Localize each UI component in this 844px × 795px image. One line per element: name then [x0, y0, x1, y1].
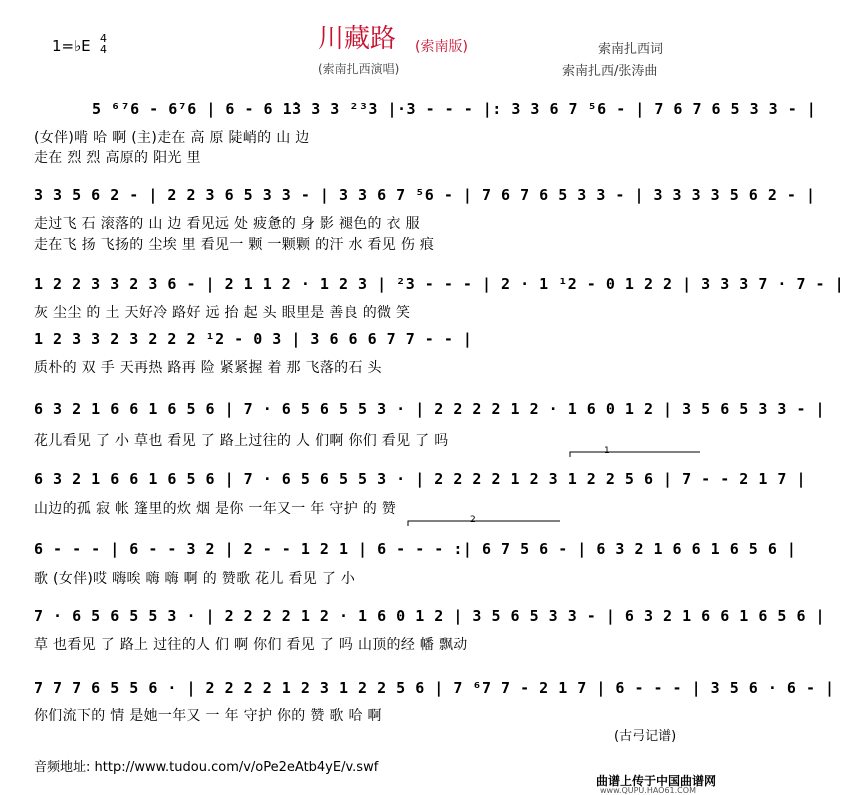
score-row-5-notes: 6 3 2 1 6 6 1 6 5 6 | 7 · 6 5 6 5 5 3 · | 2 2 2 2 1 2 · 1 6 0 1 2 | 3 5 6 5 3 3 - | — [34, 400, 826, 418]
score-row-2-notes: 3 3 5 6 2 - | 2 2 3 6 5 3 3 - | 3 3 6 7 ⁵6 - | 7 6 7 6 5 3 3 - | 3 3 3 3 5 6 2 - | — [34, 186, 816, 204]
site-url-watermark: www.QUPU.HAO61.COM — [600, 786, 696, 795]
score-row-6-lyric: 山边的孤 寂 帐 篷里的炊 烟 是你 一年又一 年 守护 的 赞 — [34, 501, 397, 517]
song-subtitle: (索南版) — [415, 39, 468, 55]
key-signature: 1=♭E — [52, 37, 91, 55]
volta-first-label: 1 — [604, 446, 610, 456]
transcriber-credit: (古弓记谱) — [614, 729, 677, 744]
score-row-7-lyric: 歌 (女伴)哎 嗨唉 嗨 嗨 啊 的 赞歌 花儿 看见 了 小 — [34, 571, 356, 587]
score-row-4-lyric: 质朴的 双 手 天再热 路再 险 紧紧握 着 那 飞落的石 头 — [34, 360, 382, 376]
time-numerator: 4 — [100, 32, 107, 45]
score-row-2-lyric-2: 走在飞 扬 飞扬的 尘埃 里 看见一 颗 一颗颗 的汗 水 看见 伤 痕 — [34, 237, 435, 253]
score-row-4-notes: 1 2 3 3 2 3 2 2 2 ¹2 - 0 3 | 3 6 6 6 7 7 - - | — [34, 330, 473, 348]
score-row-3-lyric: 灰 尘尘 的 土 天好冷 路好 远 抬 起 头 眼里是 善良 的微 笑 — [34, 305, 411, 321]
lyricist-credit: 索南扎西词 — [598, 42, 664, 57]
score-row-1-lyric-1: (女伴)啃 哈 啊 (主)走在 高 原 陡峭的 山 边 — [34, 130, 310, 146]
score-row-8-notes: 7 · 6 5 6 5 5 3 · | 2 2 2 2 1 2 · 1 6 0 1 2 | 3 5 6 5 3 3 - | 6 3 2 1 6 6 1 6 5 6 | — [34, 607, 826, 625]
score-row-1-notes: 5 ⁶⁷6 - 6⁷6 | 6 - 6 1̇3 3 3 ²³3 |·3 - - - |: 3 3 6 7 ⁵6 - | 7 6 7 6 5 3 3 - | — [92, 100, 817, 118]
time-denominator: 4 — [100, 43, 107, 56]
score-row-9-notes: 7 7 7 6 5 5 6 · | 2 2 2 2 1 2 3 1 2 2 5 6 | 7 ⁶7 7 - 2 1 7 | 6 - - - | 3 5 6 · 6 - | — [34, 679, 835, 697]
score-row-9-lyric: 你们流下的 情 是她一年又 一 年 守护 你的 赞 歌 哈 啊 — [34, 708, 382, 724]
performer-credit: (索南扎西演唱) — [318, 62, 400, 76]
song-title: 川藏路 — [318, 24, 397, 54]
score-row-7-notes: 6 - - - | 6 - - 3 2 | 2 - - 1 2 1 | 6 - - - :| 6 7 5 6 - | 6 3 2 1 6 6 1 6 5 6 | — [34, 540, 797, 558]
score-row-2-lyric-1: 走过飞 石 滚落的 山 边 看见远 处 疲惫的 身 影 褪色的 衣 服 — [34, 216, 420, 232]
score-row-8-lyric: 草 也看见 了 路上 过往的人 们 啊 你们 看见 了 吗 山顶的经 幡 飘动 — [34, 637, 468, 653]
audio-link[interactable]: 音频地址: http://www.tudou.com/v/oPe2eAtb4yE/v.swf — [34, 760, 379, 775]
composer-credit: 索南扎西/张涛曲 — [562, 64, 658, 79]
score-row-5-lyric: 花儿看见 了 小 草也 看见 了 路上过往的 人 们啊 你们 看见 了 吗 — [34, 433, 449, 449]
site-watermark: 曲谱上传于中国曲谱网 — [596, 774, 717, 788]
score-row-6-notes: 6 3 2 1 6 6 1 6 5 6 | 7 · 6 5 6 5 5 3 · | 2 2 2 2 1 2 3 1 2 2 5 6 | 7 - - 2 1 7 | — [34, 470, 806, 488]
score-row-1-lyric-2: 走在 烈 烈 高原的 阳光 里 — [34, 150, 201, 166]
volta-second-label: 2 — [470, 515, 476, 525]
score-row-3-notes: 1 2 2 3 3 2 3 6 - | 2 1 1 2 · 1 2 3 | ²3 - - - | 2 · 1 ¹2 - 0 1 2 2 | 3 3 3 7 · 7 - | — [34, 275, 844, 293]
